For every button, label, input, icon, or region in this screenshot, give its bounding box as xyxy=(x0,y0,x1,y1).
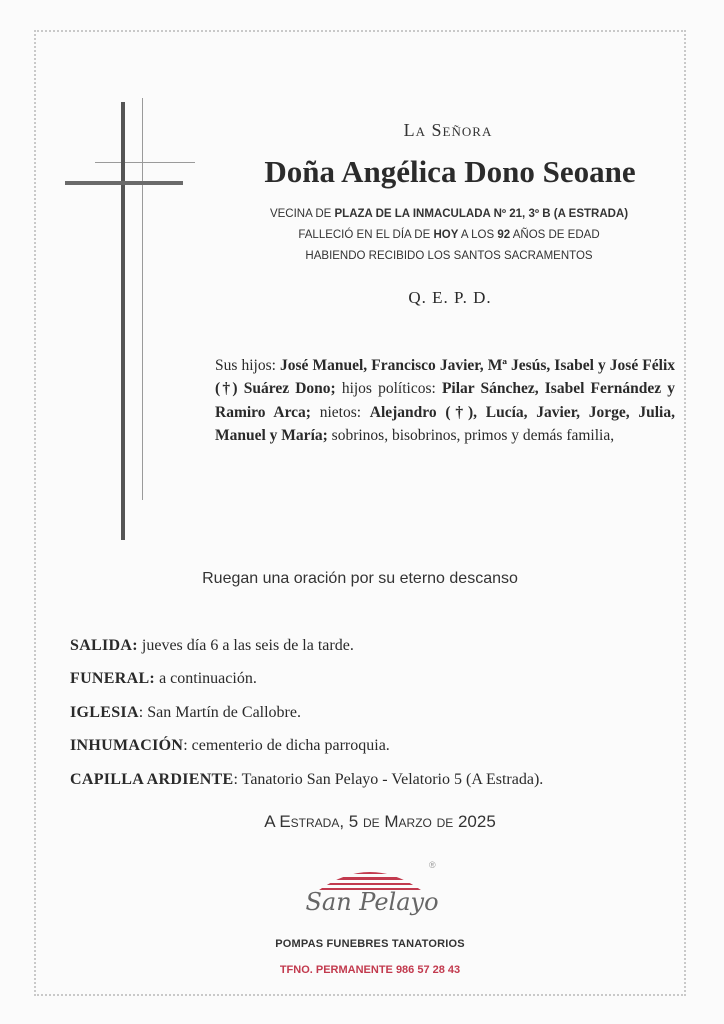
sacraments-line: HABIENDO RECIBIDO LOS SANTOS SACRAMENTOS xyxy=(305,250,593,262)
logo-wordmark: San Pelayo xyxy=(305,888,439,916)
phone-number: TFNO. PERMANENTE 986 57 28 43 xyxy=(279,964,461,976)
detail-chapel: CAPILLA ARDIENTE: Tanatorio San Pelayo - Velatorio 5 (A Estrada). xyxy=(70,771,544,788)
detail-funeral: FUNERAL: a continuación. xyxy=(70,670,257,687)
detail-burial: INHUMACIÓN: cementerio de dicha parroquia. xyxy=(70,737,390,754)
place-date: A Estrada, 5 de Marzo de 2025 xyxy=(264,812,496,831)
residence-line: VECINA DE PLAZA DE LA INMACULADA Nº 21, 3º B (A ESTRADA) xyxy=(269,208,629,220)
family-paragraph: Sus hijos: José Manuel, Francisco Javier, Mª Jesús, Isabel y José Félix (†) Suárez Dono; hijos políticos: Pilar Sánchez, Isabel Fernández y Ramiro Arca; nietos: Alejandro (†), Lucía, Javier, Jorge, Julia, Manuel y María; sobrinos, bisobrinos, primos y demás familia, xyxy=(215,356,675,445)
detail-departure: SALIDA: jueves día 6 a las seis de la tarde. xyxy=(70,637,354,654)
salutation: La Señora xyxy=(403,120,493,140)
detail-church: IGLESIA: San Martín de Callobre. xyxy=(70,704,301,721)
prayer-request: Ruegan una oración por su eterno descanso xyxy=(202,570,518,587)
deceased-name: Doña Angélica Dono Seoane xyxy=(264,154,636,189)
company-tagline: POMPAS FUNEBRES TANATORIOS xyxy=(275,938,465,950)
qepd: Q. E. P. D. xyxy=(408,288,492,307)
death-line: FALLECIÓ EN EL DÍA DE HOY A LOS 92 AÑOS DE EDAD xyxy=(298,229,600,241)
registered-mark: ® xyxy=(429,860,436,870)
